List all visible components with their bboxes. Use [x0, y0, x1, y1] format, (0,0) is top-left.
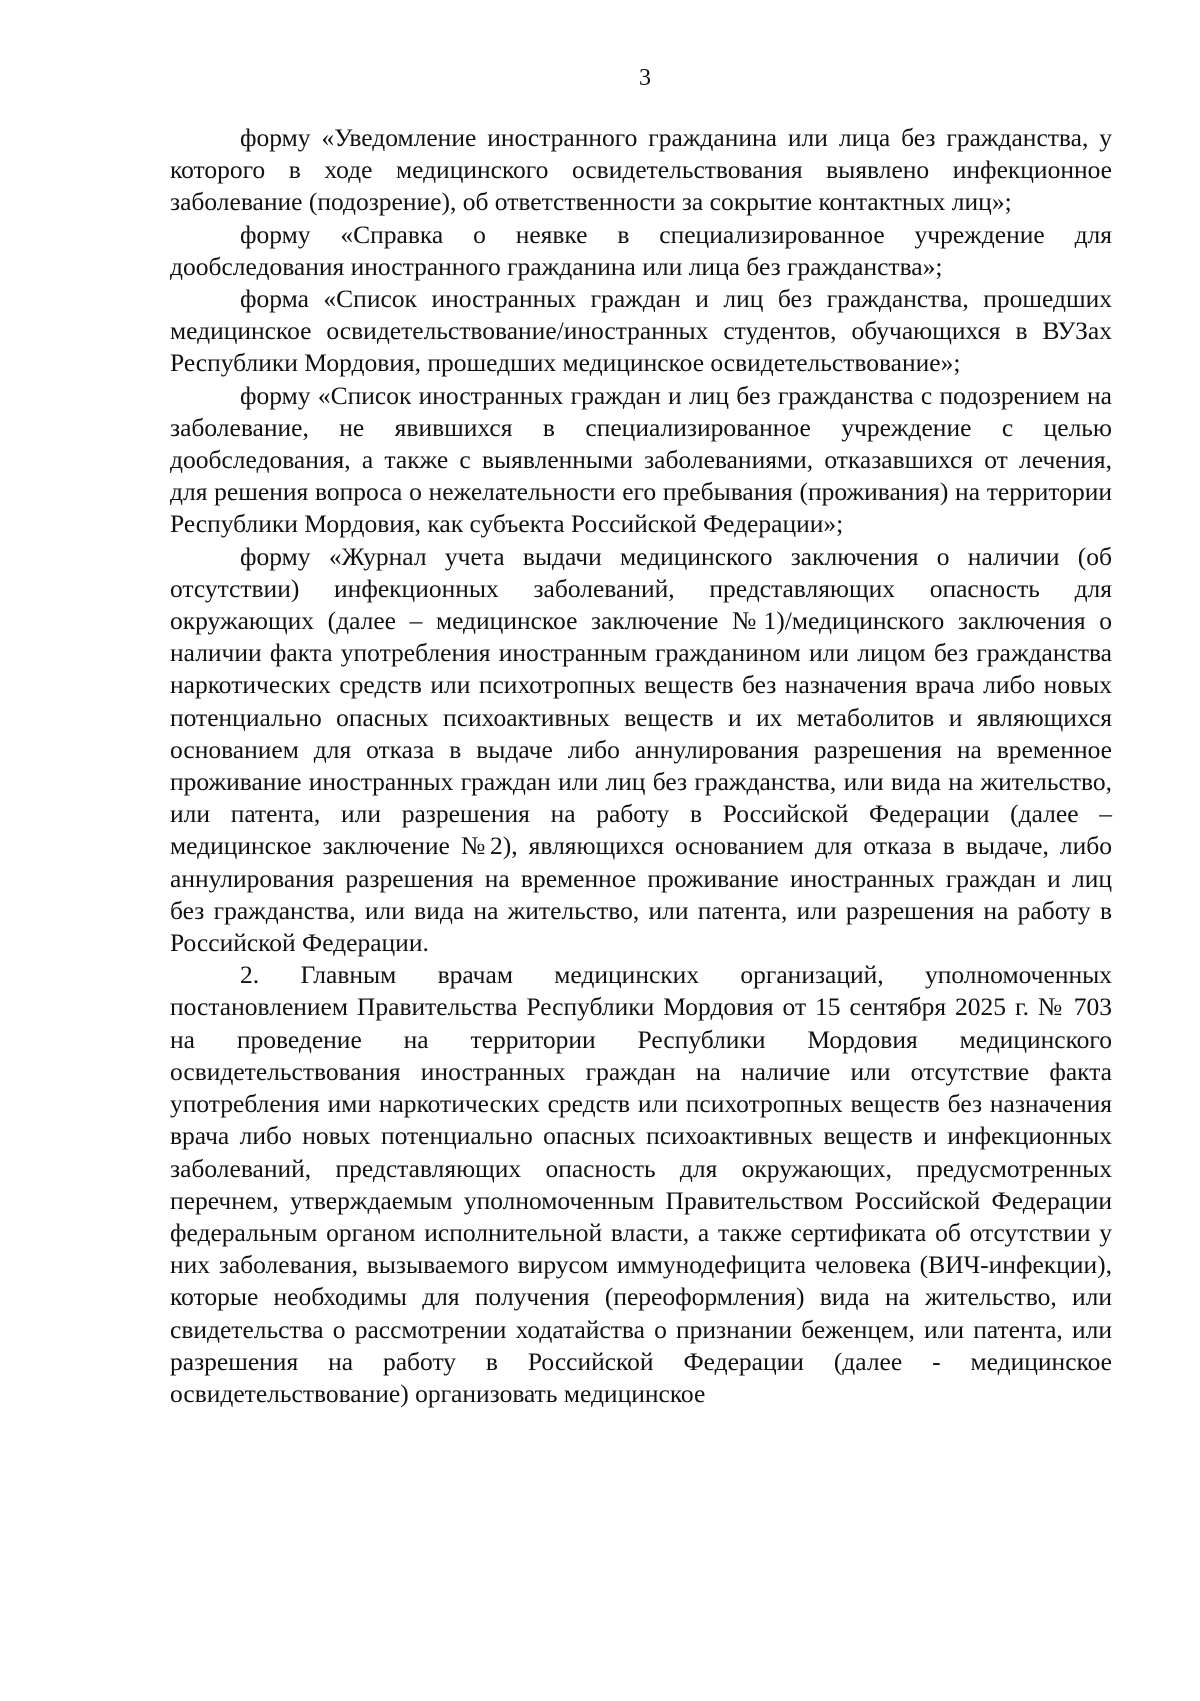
- paragraph-notification-form: форму «Уведомление иностранного гражданина или лица без гражданства, у которого в ходе медицинского освидетельствования выявлено инфекционное заболевание (подозрение), об ответственности за сокрытие контактных лиц»;: [170, 123, 1112, 217]
- paragraph-suspected-list-form: форму «Список иностранных граждан и лиц без гражданства с подозрением на заболевание, не явившихся в специализированное учреждение с целью дообследования, а также с выявленными заболеваниями, отказавшихся от лечения, для решения вопроса о нежелательности его пребывания (проживания) на территории Республики Мордовия, как субъекта Российской Федерации»;: [170, 380, 1112, 539]
- paragraph-journal-form: форму «Журнал учета выдачи медицинского заключения о наличии (об отсутствии) инфекционных заболеваний, представляющих опасность для окружающих (далее – медицинское заключение №1)/медицинского заключения о наличии факта употребления иностранным гражданином или лицом без гражданства наркотических средств или психотропных веществ без назначения врача либо новых потенциально опасных психоактивных веществ и их метаболитов и являющихся основанием для отказа в выдаче либо аннулирования разрешения на временное проживание иностранных граждан или лиц без гражданства, или вида на жительство, или патента, или разрешения на работу в Российской Федерации (далее – медицинское заключение №2), являющихся основанием для отказа в выдаче, либо аннулирования разрешения на временное проживание иностранных граждан и лиц без гражданства, или вида на жительство, или патента, или разрешения на работу в Российской Федерации.: [170, 541, 1112, 958]
- paragraph-absence-certificate-form: форму «Справка о неявке в специализированное учреждение для дообследования иностранного гражданина или лица без гражданства»;: [170, 219, 1112, 281]
- paragraph-item-2: 2. Главным врачам медицинских организаций, уполномоченных постановлением Правительства Республики Мордовия от 15 сентября 2025 г. № 703 на проведение на территории Республики Мордовия медицинского освидетельствования иностранных граждан на наличие или отсутствие факта употребления ими наркотических средств или психотропных веществ без назначения врача либо новых потенциально опасных психоактивных веществ и инфекционных заболеваний, представляющих опасность для окружающих, предусмотренных перечнем, утверждаемым уполномоченным Правительством Российской Федерации федеральным органом исполнительной власти, а также сертификата об отсутствии у них заболевания, вызываемого вирусом иммунодефицита человека (ВИЧ-инфекции), которые необходимы для получения (переоформления) вида на жительство, или свидетельства о рассмотрении ходатайства о признании беженцем, или патента, или разрешения на работу в Российской Федерации (далее - медицинское освидетельствование) организовать медицинское: [170, 960, 1112, 1408]
- page-number: 3: [639, 65, 651, 91]
- document-body: [170, 122, 1112, 1410]
- paragraph-examined-list-form: форма «Список иностранных граждан и лиц без гражданства, прошедших медицинское освидетельствование/иностранных студентов, обучающихся в ВУЗах Республики Мордовия, прошедших медицинское освидетельствование»;: [170, 284, 1112, 378]
